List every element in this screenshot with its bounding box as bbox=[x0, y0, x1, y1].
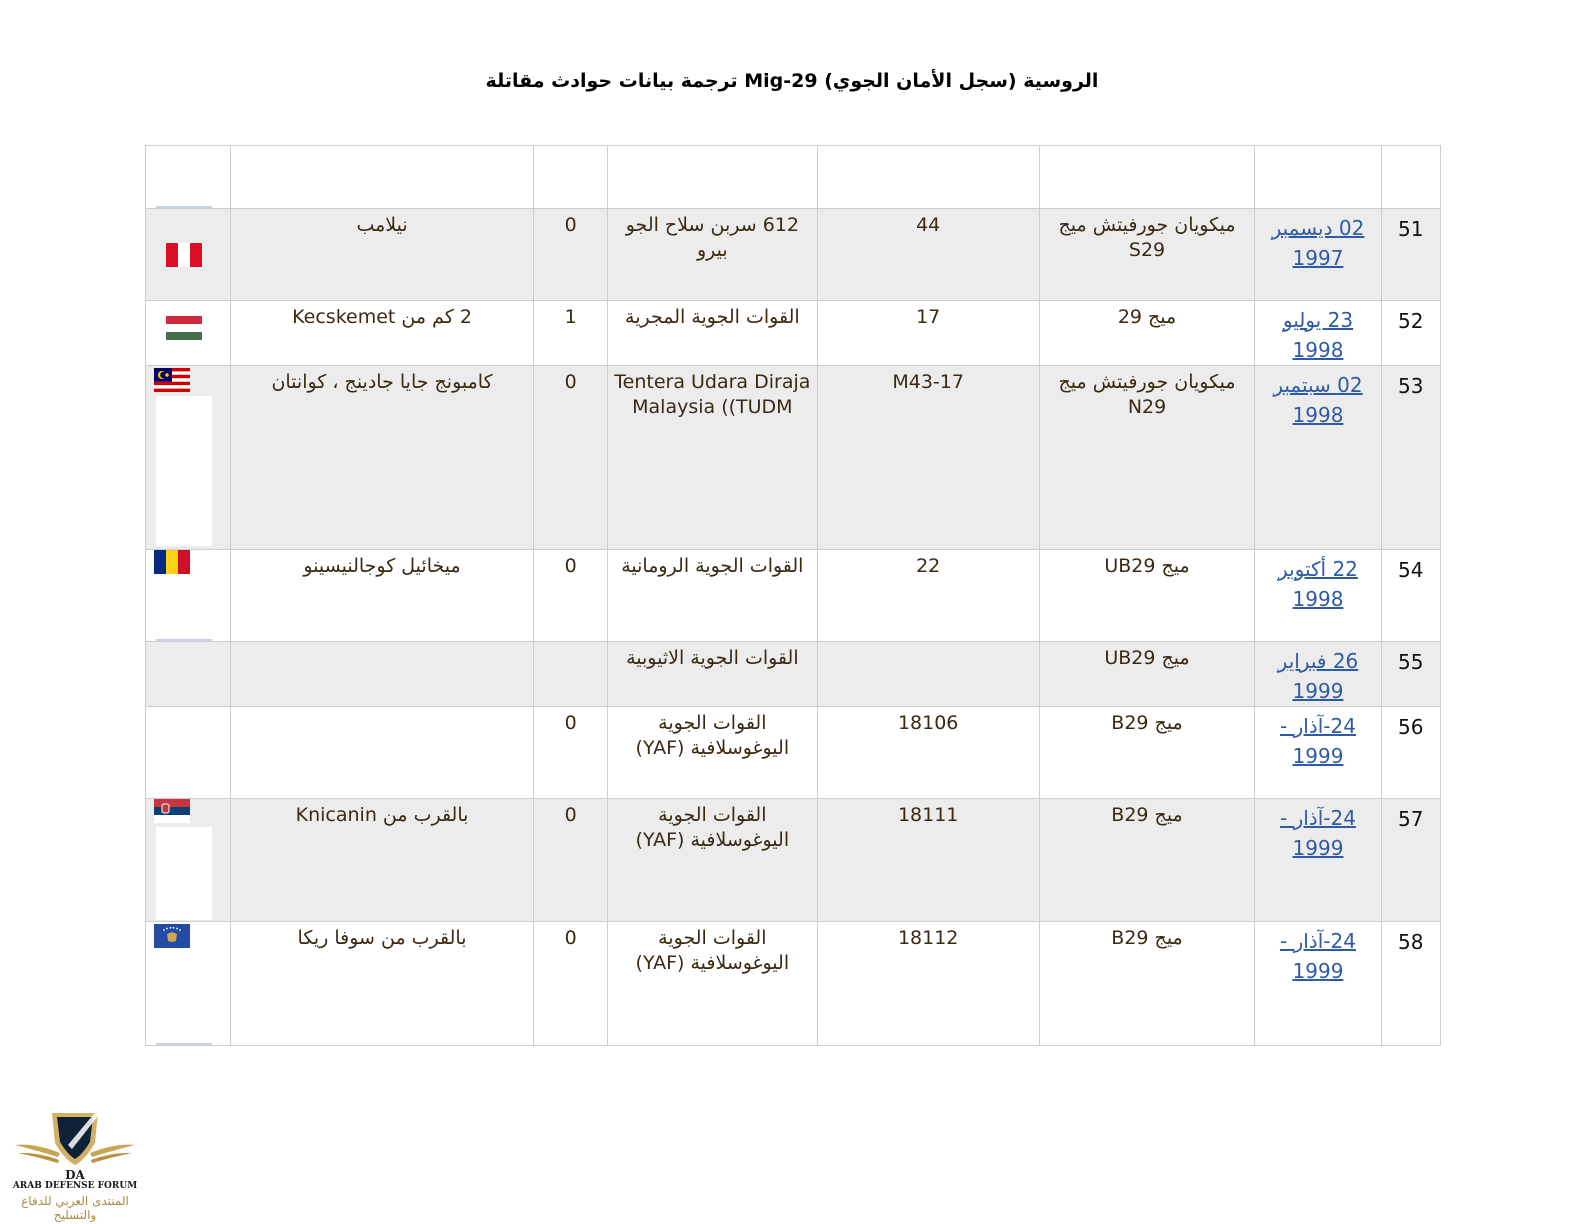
table-row bbox=[146, 550, 1441, 642]
flag-cell bbox=[146, 799, 231, 922]
registration-cell: 44 bbox=[817, 209, 1039, 301]
aircraft-cell: ميج B29 bbox=[1039, 799, 1255, 922]
flag-cell bbox=[146, 550, 231, 642]
registration-cell: 18111 bbox=[817, 799, 1039, 922]
table-row bbox=[146, 642, 1441, 707]
date-link[interactable]: 24-آذار - 1999 bbox=[1280, 929, 1356, 983]
row-number: 52 bbox=[1381, 301, 1441, 366]
table-row bbox=[146, 707, 1441, 799]
fatalities-cell: 0 bbox=[534, 799, 608, 922]
location-cell: نيلامب bbox=[230, 209, 534, 301]
date-cell bbox=[1255, 550, 1381, 642]
location-cell bbox=[230, 707, 534, 799]
header-cell bbox=[146, 146, 231, 209]
winged-shield-logo-icon bbox=[10, 1105, 140, 1185]
row-number: 51 bbox=[1381, 209, 1441, 301]
table-row bbox=[146, 922, 1441, 1046]
operator-cell: القوات الجوية المجرية bbox=[607, 301, 817, 366]
logo-monogram: DA bbox=[65, 1168, 85, 1182]
fatalities-cell bbox=[534, 642, 608, 707]
operator-cell: القوات الجوية الرومانية bbox=[607, 550, 817, 642]
fatalities-cell: 0 bbox=[534, 707, 608, 799]
aircraft-cell: ميج UB29 bbox=[1039, 550, 1255, 642]
location-cell: ميخائيل كوجالنيسينو bbox=[230, 550, 534, 642]
registration-cell bbox=[817, 642, 1039, 707]
date-cell bbox=[1255, 642, 1381, 707]
header-cell bbox=[1255, 146, 1381, 209]
date-link[interactable]: 26 فبراير 1999 bbox=[1277, 649, 1359, 703]
header-cell bbox=[1381, 146, 1441, 209]
table-row bbox=[146, 366, 1441, 550]
flag-cell bbox=[146, 642, 231, 707]
date-cell bbox=[1255, 707, 1381, 799]
romania-flag-icon bbox=[154, 550, 190, 574]
table-row bbox=[146, 799, 1441, 922]
aircraft-cell: ميج UB29 bbox=[1039, 642, 1255, 707]
row-number: 57 bbox=[1381, 799, 1441, 922]
location-cell: كامبونج جايا جادينج ، كوانتان bbox=[230, 366, 534, 550]
operator-cell: Tentera Udara Diraja Malaysia ((TUDM bbox=[607, 366, 817, 550]
header-cell bbox=[607, 146, 817, 209]
registration-cell: 18106 bbox=[817, 707, 1039, 799]
operator-cell: القوات الجوية اليوغوسلافية (YAF) bbox=[607, 707, 817, 799]
operator-cell: 612 سربن سلاح الجو بيرو bbox=[607, 209, 817, 301]
registration-cell: M43-17 bbox=[817, 366, 1039, 550]
flag-cell bbox=[146, 209, 231, 301]
header-cell bbox=[1039, 146, 1255, 209]
header-cell bbox=[534, 146, 608, 209]
date-cell bbox=[1255, 301, 1381, 366]
row-number: 55 bbox=[1381, 642, 1441, 707]
flag-cell bbox=[146, 301, 231, 366]
hungary-flag-icon bbox=[166, 316, 202, 340]
date-cell bbox=[1255, 799, 1381, 922]
fatalities-cell: 0 bbox=[534, 922, 608, 1046]
header-cell bbox=[817, 146, 1039, 209]
registration-cell: 22 bbox=[817, 550, 1039, 642]
location-cell: 2 كم من Kecskemet bbox=[230, 301, 534, 366]
fatalities-cell: 0 bbox=[534, 550, 608, 642]
table-header-row bbox=[146, 146, 1441, 209]
date-link[interactable]: 02 سبتمبر 1998 bbox=[1273, 373, 1363, 427]
date-link[interactable]: 24-آذار - 1999 bbox=[1280, 714, 1356, 768]
registration-cell: 18112 bbox=[817, 922, 1039, 1046]
operator-cell: القوات الجوية اليوغوسلافية (YAF) bbox=[607, 799, 817, 922]
location-cell: بالقرب من سوفا ريكا bbox=[230, 922, 534, 1046]
fatalities-cell: 1 bbox=[534, 301, 608, 366]
page-fragment bbox=[156, 827, 212, 920]
date-link[interactable]: 23 يوليو 1998 bbox=[1282, 308, 1354, 362]
peru-flag-icon bbox=[166, 243, 202, 267]
table-row bbox=[146, 209, 1441, 301]
table-row bbox=[146, 301, 1441, 366]
accident-table bbox=[145, 145, 1441, 1046]
flag-cell bbox=[146, 366, 231, 550]
fatalities-cell: 0 bbox=[534, 209, 608, 301]
kosovo-flag-icon bbox=[154, 924, 190, 948]
aircraft-cell: ميج B29 bbox=[1039, 922, 1255, 1046]
logo-text-arabic: المنتدى العربي للدفاع والتسليح bbox=[21, 1194, 129, 1222]
date-link[interactable]: 24-آذار - 1999 bbox=[1280, 806, 1356, 860]
aircraft-cell: ميج B29 bbox=[1039, 707, 1255, 799]
page-title: ترجمة بيانات حوادث مقاتلة Mig-29 الروسية (سجل الأمان الجوي) bbox=[485, 70, 1099, 92]
date-cell bbox=[1255, 922, 1381, 1046]
date-cell bbox=[1255, 209, 1381, 301]
location-cell bbox=[230, 642, 534, 707]
logo-text-english: ARAB DEFENSE FORUM bbox=[12, 1181, 138, 1191]
operator-cell: القوات الجوية اليوغوسلافية (YAF) bbox=[607, 922, 817, 1046]
header-cell bbox=[230, 146, 534, 209]
date-link[interactable]: 22 أكتوبر 1998 bbox=[1278, 557, 1358, 611]
row-number: 54 bbox=[1381, 550, 1441, 642]
row-number: 56 bbox=[1381, 707, 1441, 799]
fatalities-cell: 0 bbox=[534, 366, 608, 550]
date-cell bbox=[1255, 366, 1381, 550]
date-link[interactable]: 02 ديسمبر 1997 bbox=[1271, 216, 1365, 270]
row-number: 53 bbox=[1381, 366, 1441, 550]
page-fragment bbox=[156, 396, 212, 546]
registration-cell: 17 bbox=[817, 301, 1039, 366]
serbia-flag-icon bbox=[154, 799, 190, 823]
flag-cell bbox=[146, 922, 231, 1046]
row-number: 58 bbox=[1381, 922, 1441, 1046]
aircraft-cell: ميكويان جورفيتش ميج N29 bbox=[1039, 366, 1255, 550]
malaysia-flag-icon bbox=[154, 368, 190, 392]
aircraft-cell: ميكويان جورفيتش ميج S29 bbox=[1039, 209, 1255, 301]
aircraft-cell: ميج 29 bbox=[1039, 301, 1255, 366]
operator-cell: القوات الجوية الاثيوبية bbox=[607, 642, 817, 707]
location-cell: بالقرب من Knicanin bbox=[230, 799, 534, 922]
forum-logo bbox=[10, 1105, 140, 1222]
flag-cell bbox=[146, 707, 231, 799]
